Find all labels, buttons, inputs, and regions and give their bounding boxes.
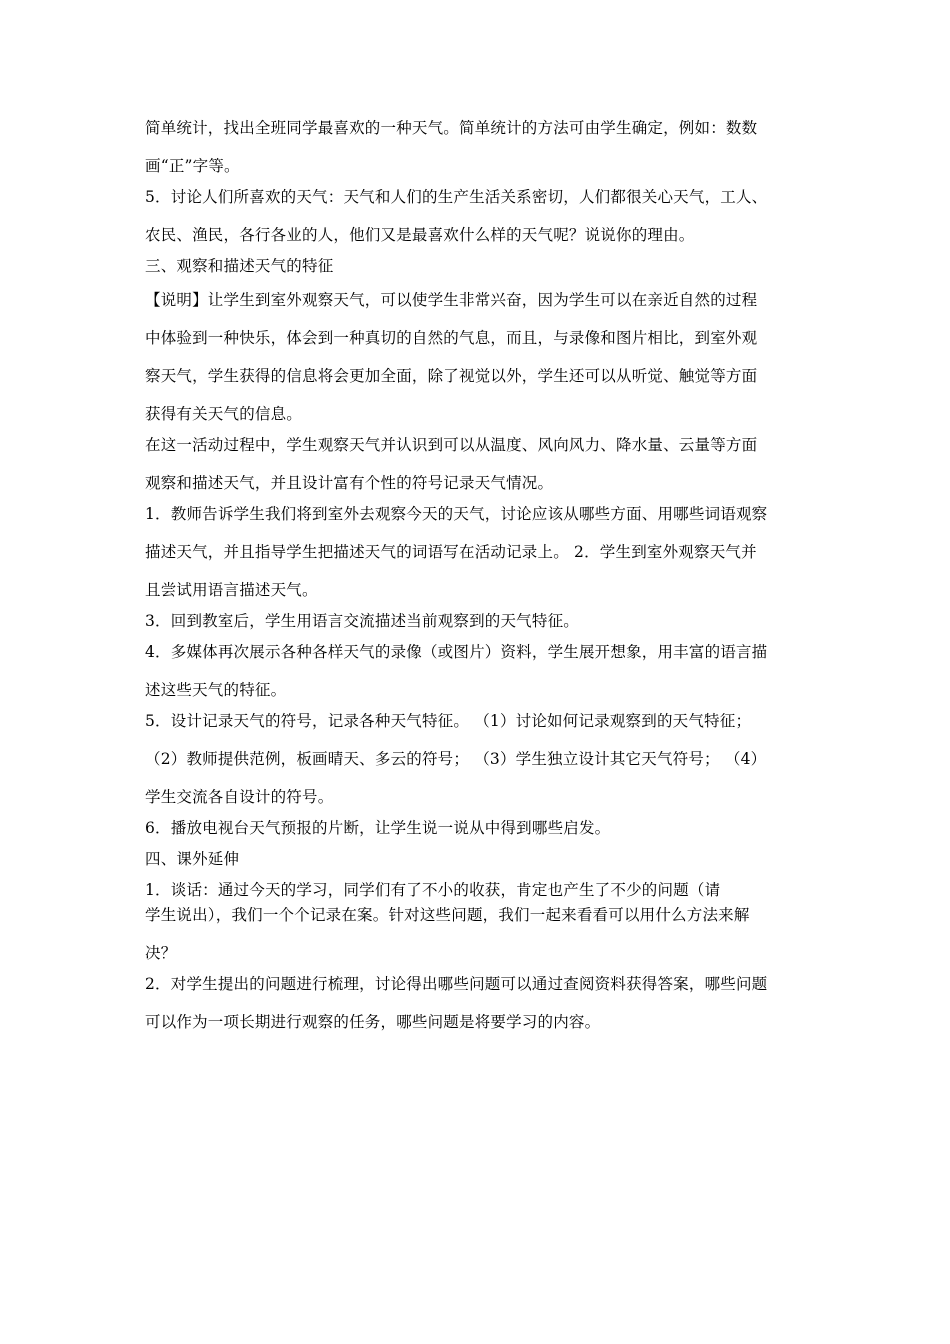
- text-line: 中体验到一种快乐，体会到一种真切的自然的气息，而且，与录像和图片相比，到室外观: [145, 329, 758, 347]
- text-line: 3．回到教室后，学生用语言交流描述当前观察到的天气特征。: [145, 612, 579, 630]
- text-line: 1．谈话：通过今天的学习，同学们有了不小的收获，肯定也产生了不少的问题（请: [145, 881, 721, 899]
- text-line: 【说明】让学生到室外观察天气，可以使学生非常兴奋，因为学生可以在亲近自然的过程: [145, 291, 758, 309]
- text-line: 5．设计记录天气的符号，记录各种天气特征。 （1）讨论如何记录观察到的天气特征；: [145, 712, 752, 730]
- document-page: [145, 118, 817, 1032]
- section-heading: 三、观察和描述天气的特征: [145, 257, 334, 275]
- text-line: 在这一活动过程中，学生观察天气并认识到可以从温度、风向风力、降水量、云量等方面: [145, 436, 758, 454]
- text-line: （2）教师提供范例，板画晴天、多云的符号； （3）学生独立设计其它天气符号； （4）: [145, 750, 767, 768]
- text-line: 农民、渔民，各行各业的人，他们又是最喜欢什么样的天气呢？说说你的理由。: [145, 226, 695, 244]
- text-line: 简单统计，找出全班同学最喜欢的一种天气。简单统计的方法可由学生确定，例如：数数: [145, 119, 758, 137]
- text-line: 画“正”字等。: [145, 157, 240, 175]
- text-line: 6．播放电视台天气预报的片断，让学生说一说从中得到哪些启发。: [145, 819, 611, 837]
- text-line: 可以作为一项长期进行观察的任务，哪些问题是将要学习的内容。: [145, 1013, 601, 1031]
- text-line: 决？: [145, 944, 177, 962]
- text-line: 4．多媒体再次展示各种各样天气的录像（或图片）资料，学生展开想象，用丰富的语言描: [145, 643, 768, 661]
- text-line: 观察和描述天气，并且设计富有个性的符号记录天气情况。: [145, 474, 554, 492]
- text-line: 述这些天气的特征。: [145, 681, 287, 699]
- text-line: 2．对学生提出的问题进行梳理，讨论得出哪些问题可以通过查阅资料获得答案，哪些问题: [145, 975, 768, 993]
- text-line: 察天气，学生获得的信息将会更加全面，除了视觉以外，学生还可以从听觉、触觉等方面: [145, 367, 758, 385]
- text-line: 学生交流各自设计的符号。: [145, 788, 334, 806]
- text-line: 获得有关天气的信息。: [145, 405, 303, 423]
- text-line: 且尝试用语言描述天气。: [145, 581, 318, 599]
- text-line: 5．讨论人们所喜欢的天气：天气和人们的生产生活关系密切，人们都很关心天气，工人、: [145, 188, 768, 206]
- text-line: 学生说出），我们一个个记录在案。针对这些问题，我们一起来看看可以用什么方法来解: [145, 906, 750, 924]
- text-line: 1．教师告诉学生我们将到室外去观察今天的天气，讨论应该从哪些方面、用哪些词语观察: [145, 505, 768, 523]
- section-heading: 四、课外延伸: [145, 850, 240, 868]
- text-line: 描述天气，并且指导学生把描述天气的词语写在活动记录上。 2．学生到室外观察天气并: [145, 543, 757, 561]
